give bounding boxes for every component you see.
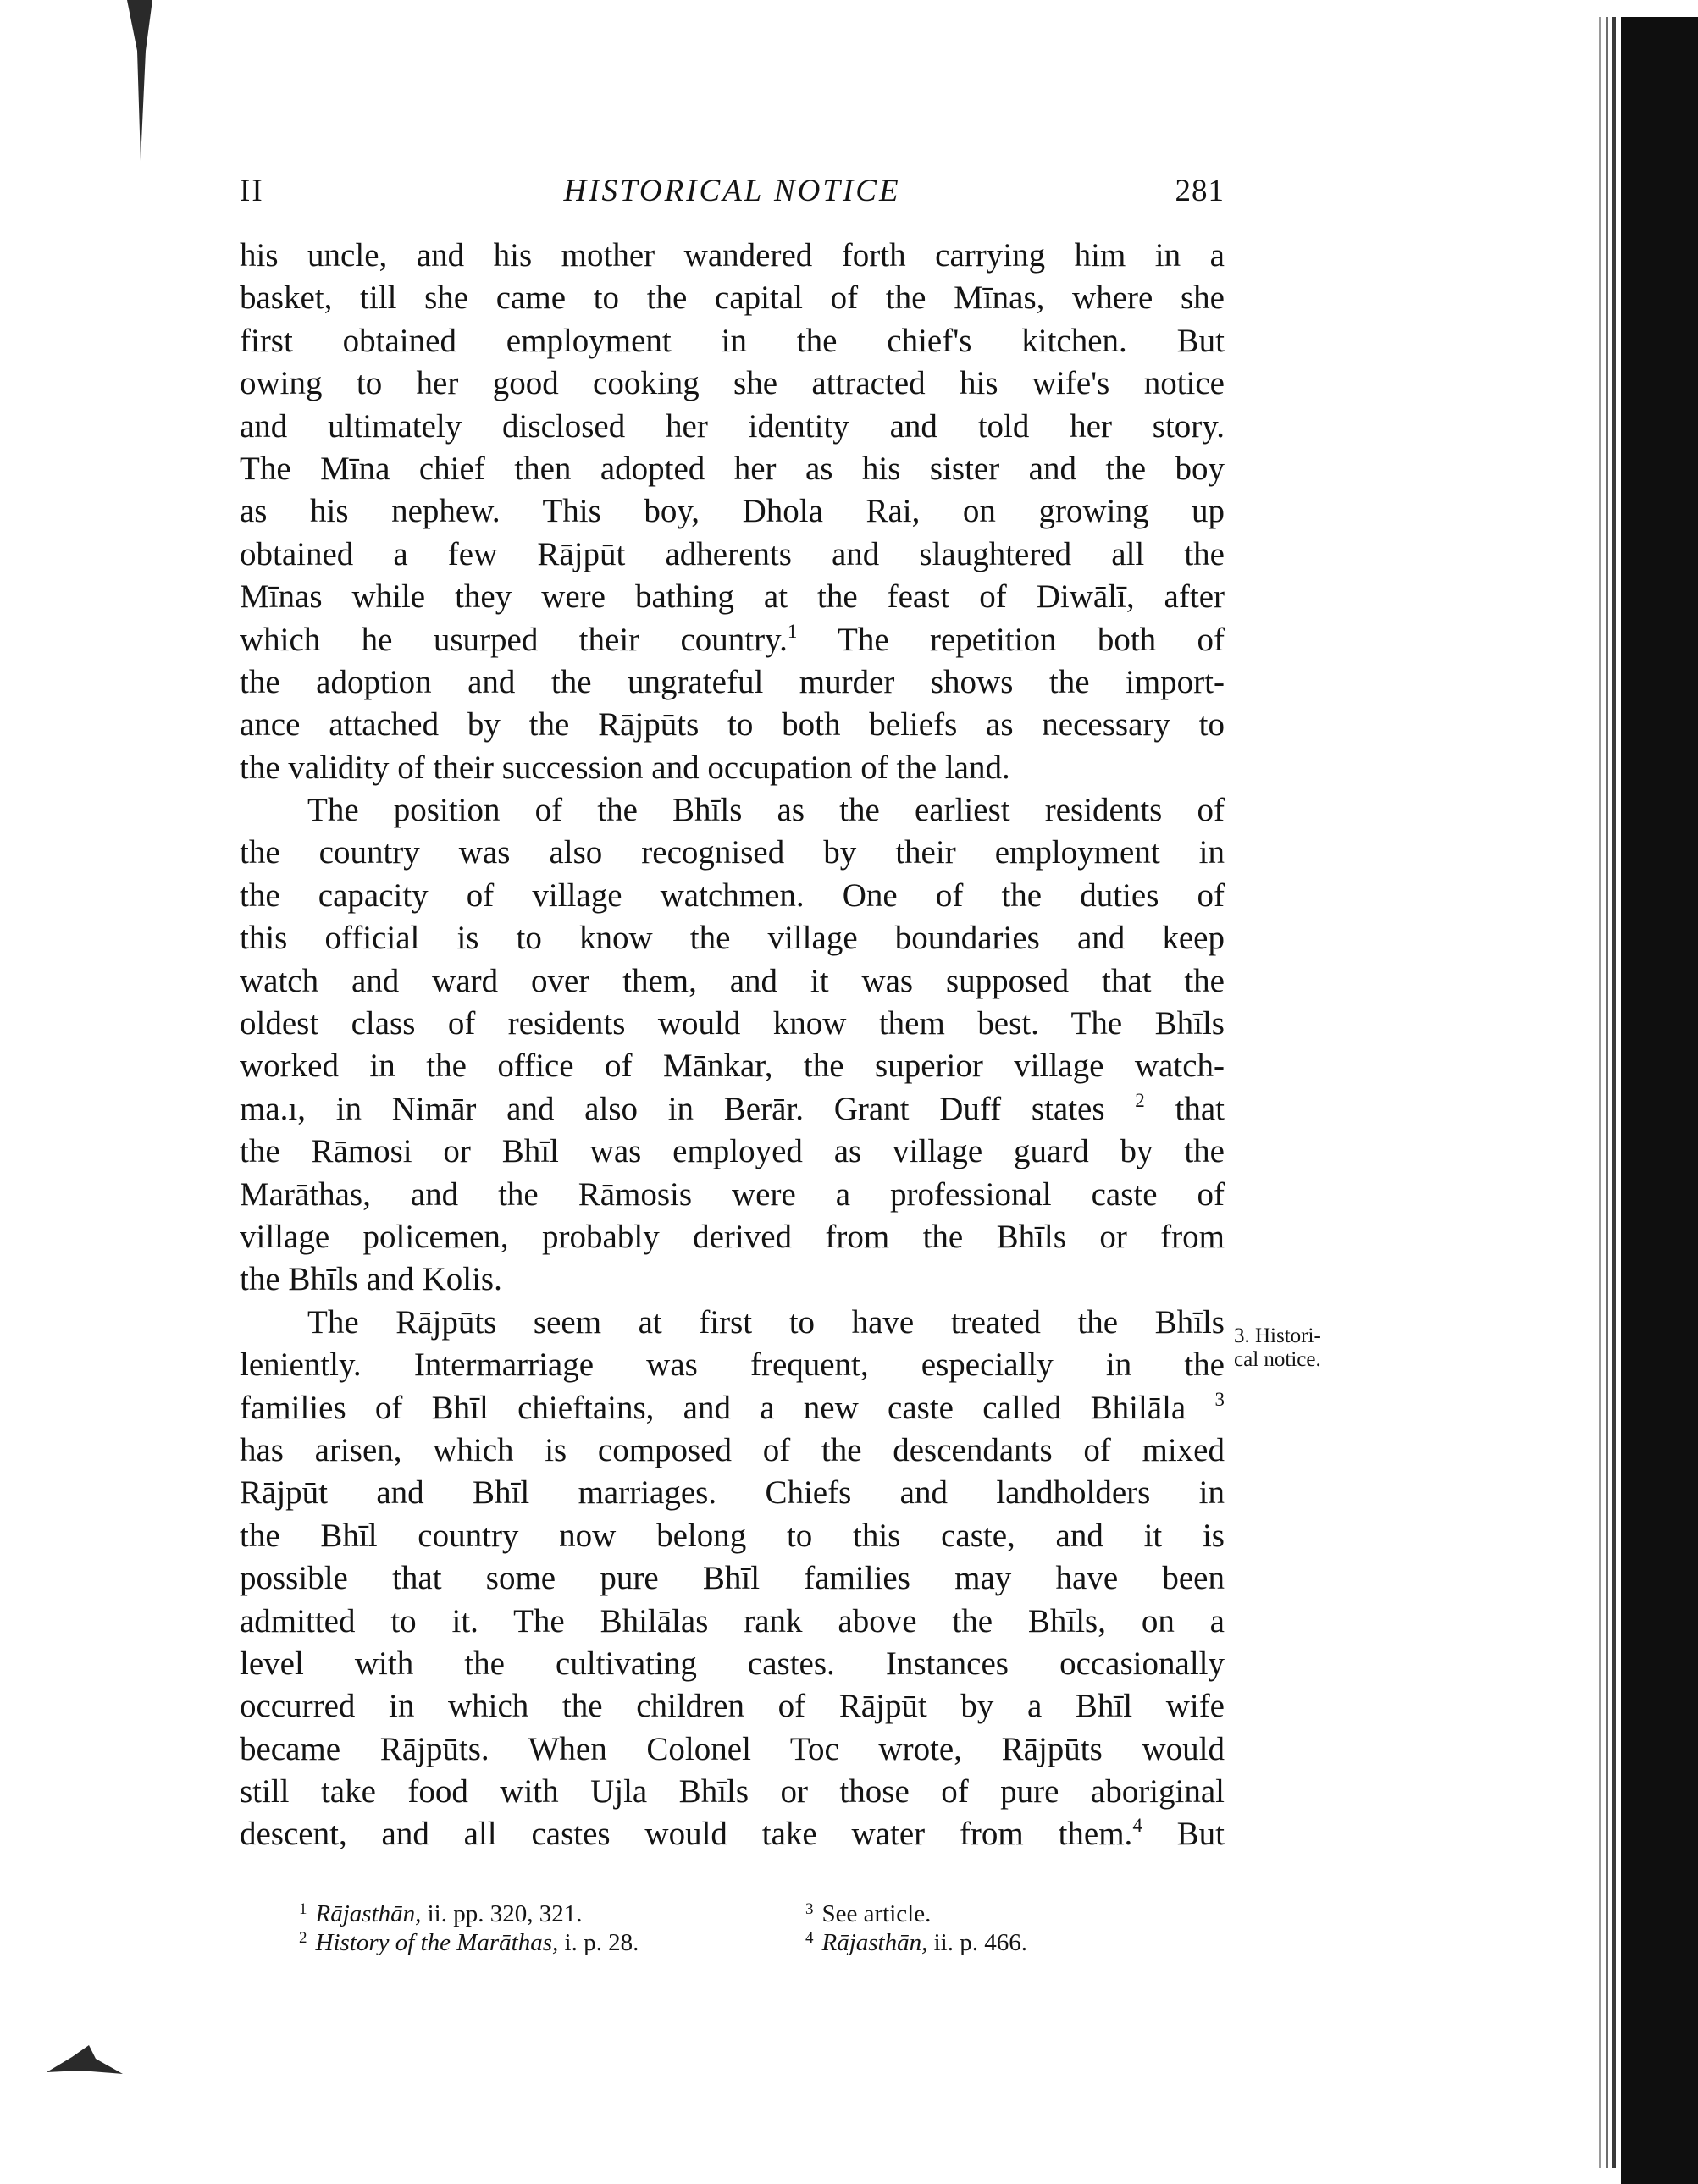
text-line: possible that some pure Bhīl families may have been (240, 1560, 1225, 1597)
footnote-ref-1[interactable]: 1 (787, 620, 798, 642)
running-title: HISTORICAL NOTICE (563, 174, 901, 208)
footnote-number: 2 (299, 1929, 307, 1947)
text-line: owing to her good cooking she attracted his wife's notice (240, 365, 1225, 402)
text-line: still take food with Ujla Bhīls or those of pure aboriginal (240, 1773, 1225, 1811)
body-text (240, 235, 1225, 1856)
text-line (240, 1088, 1225, 1131)
chapter-numeral: II (240, 174, 264, 208)
footnote-title: Rājasthān, (315, 1900, 422, 1927)
text-line: the capacity of village watchmen. One of the duties of (240, 876, 1225, 914)
text-line: the Rāmosi or Bhīl was employed as village guard by the (240, 1133, 1225, 1170)
page-number: 281 (1175, 174, 1225, 208)
footnote-text: i. p. 28. (558, 1929, 639, 1956)
footnote-title: Rājasthān, (821, 1929, 928, 1956)
text-segment: ma.ı, in Nimār and also in Berār. Grant Duff states (240, 1090, 1105, 1127)
footnote-2 (299, 1924, 639, 1957)
text-line: the Bhīls and Kolis. (240, 1261, 502, 1298)
text-line (240, 1387, 1225, 1429)
text-line: worked in the office of Mānkar, the superior village watch- (240, 1048, 1225, 1085)
scan-ink-mark-top (127, 0, 152, 161)
text-line: this official is to know the village boundaries and keep (240, 920, 1225, 957)
margin-note (1234, 1324, 1369, 1372)
margin-note-line: cal notice. (1234, 1348, 1321, 1371)
text-line: the country was also recognised by their employment in (240, 834, 1225, 871)
footnote-ref-3[interactable]: 3 (1214, 1388, 1225, 1410)
footnote-text: See article. (821, 1900, 932, 1927)
footnote-number: 3 (805, 1900, 814, 1918)
text-line: village policemen, probably derived from the Bhīls or from (240, 1218, 1225, 1255)
footnote-number: 1 (299, 1900, 307, 1918)
text-line: Mīnas while they were bathing at the feast of Diwālī, after (240, 578, 1225, 616)
text-line: the adoption and the ungrateful murder shows the import- (240, 663, 1225, 700)
text-segment: which he usurped their country. (240, 621, 788, 658)
text-line: became Rājpūts. When Colonel Toc wrote, Rājpūts would (240, 1730, 1225, 1767)
text-line: the Bhīl country now belong to this caste, and it is (240, 1517, 1225, 1554)
text-line: occurred in which the children of Rājpūt by a Bhīl wife (240, 1688, 1225, 1725)
footnote-ref-2[interactable]: 2 (1135, 1089, 1145, 1111)
text-line (240, 619, 1225, 661)
text-line: ance attached by the Rājpūts to both beliefs as necessary to (240, 706, 1225, 744)
footnote-4 (805, 1924, 1027, 1957)
text-line: watch and ward over them, and it was supposed that the (240, 962, 1225, 999)
text-line: The Rājpūts seem at first to have treated the Bhīls (307, 1303, 1225, 1341)
running-head (240, 173, 1225, 215)
text-segment: that (1144, 1090, 1225, 1127)
footnote-text: ii. pp. 320, 321. (421, 1900, 583, 1927)
text-line: level with the cultivating castes. Instances occasionally (240, 1645, 1225, 1682)
text-segment: families of Bhīl chieftains, and a new caste called Bhilāla (240, 1389, 1186, 1426)
scan-ink-mark-bottom (47, 2045, 123, 2079)
text-line: his uncle, and his mother wandered forth carrying him in a (240, 237, 1225, 274)
footnote-title: History of the Marāthas, (315, 1929, 559, 1956)
text-line: admitted to it. The Bhilālas rank above the Bhīls, on a (240, 1602, 1225, 1639)
text-line: oldest class of residents would know them best. The Bhīls (240, 1005, 1225, 1042)
text-line: as his nephew. This boy, Dhola Rai, on growing up (240, 493, 1225, 530)
margin-note-line: 3. Histori- (1234, 1324, 1321, 1347)
text-line (240, 1813, 1225, 1855)
text-line: The Mīna chief then adopted her as his sister and the boy (240, 450, 1225, 487)
text-segment: The repetition both of (797, 621, 1225, 658)
text-line: basket, till she came to the capital of the Mīnas, where she (240, 279, 1225, 317)
text-line: Rājpūt and Bhīl marriages. Chiefs and landholders in (240, 1474, 1225, 1512)
text-segment: descent, and all castes would take water from them. (240, 1816, 1133, 1853)
text-line: leniently. Intermarriage was frequent, especially in the (240, 1346, 1225, 1384)
text-segment: But (1176, 1816, 1225, 1853)
text-line: The position of the Bhīls as the earliest residents of (307, 792, 1225, 829)
footnote-ref-4[interactable]: 4 (1132, 1815, 1142, 1837)
text-line: and ultimately disclosed her identity and told her story. (240, 407, 1225, 445)
footnote-number: 4 (805, 1929, 814, 1947)
text-line: Marāthas, and the Rāmosis were a professional caste of (240, 1175, 1225, 1213)
page-edge-shadow (1592, 0, 1698, 2184)
footnote-text: ii. p. 466. (927, 1929, 1027, 1956)
text-line: the validity of their succession and occupation of the land. (240, 749, 1010, 786)
text-line: first obtained employment in the chief's kitchen. But (240, 322, 1225, 359)
text-line: has arisen, which is composed of the descendants of mixed (240, 1431, 1225, 1468)
text-line: obtained a few Rājpūt adherents and slaughtered all the (240, 535, 1225, 572)
